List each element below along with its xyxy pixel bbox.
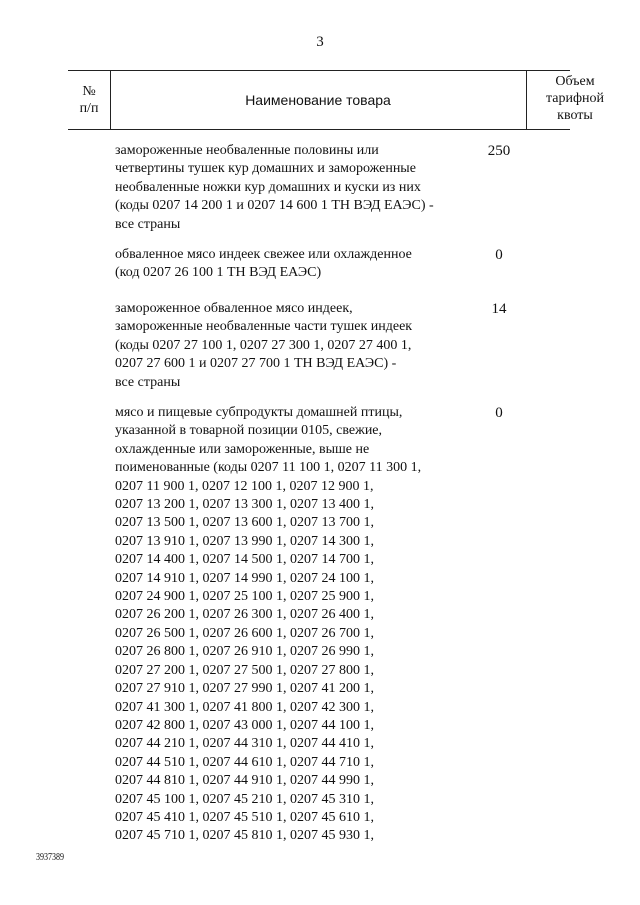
header-number-column [68, 71, 111, 129]
table-header [68, 70, 605, 130]
row-description: замороженное обваленное мясо индеек, замороженные необваленные части тушек индеек (коды 0207 27 100 1, 0207 27 300 1, 0207 27 400 1, 0207 27 600 1 и 0207 27 700 1 ТН ВЭД ЕАЭС) - все страны [115, 301, 413, 390]
row-quota-value: 250 [487, 143, 511, 159]
header-quota-line1: Объем [555, 74, 595, 89]
header-number-line1: № [82, 84, 96, 99]
row-description: замороженные необваленные половины или четвертины тушек кур домашних и замороженные необваленные ножки кур домашних и куски из них (коды 0207 14 200 1 и 0207 14 600 1 ТН ВЭД ЕАЭС) - все страны [115, 143, 434, 232]
row-description: обваленное мясо индеек свежее или охлажденное (код 0207 26 100 1 ТН ВЭД ЕАЭС) [115, 247, 412, 281]
row-quota-value: 14 [491, 301, 507, 317]
row-quota-value: 0 [495, 247, 503, 263]
header-quota-line3: квоты [557, 108, 593, 123]
header-quota-column [526, 71, 605, 129]
header-quota-label [531, 73, 619, 124]
header-name-column [110, 71, 526, 129]
row-description: мясо и пищевые субпродукты домашней птицы, указанной в товарной позиции 0105, свежие, охлажденные или замороженные, выше не поименованные (коды 0207 11 100 1, 0207 11 300 1, 0207 11 900 1, 0207 12 100 1, 0207 12 900 1, 0207 13 200 1, 0207 13 300 1, 0207 13 400 1, 0207 13 500 1, 0207 13 600 1, 0207 13 700 1, 0207 13 910 1, 0207 13 990 1, 0207 14 300 1, 0207 14 400 1, 0207 14 500 1, 0207 14 700 1, 0207 14 910 1, 0207 14 990 1, 0207 24 100 1, 0207 24 900 1, 0207 25 100 1, 0207 25 900 1, 0207 26 200 1, 0207 26 300 1, 0207 26 400 1, 0207 26 500 1, 0207 26 600 1, 0207 26 700 1, 0207 26 800 1, 0207 26 910 1, 0207 26 990 1, 0207 27 200 1, 0207 27 500 1, 0207 27 800 1, 0207 27 910 1, 0207 27 990 1, 0207 41 200 1, 0207 41 300 1, 0207 41 800 1, 0207 42 300 1, 0207 42 800 1, 0207 43 000 1, 0207 44 100 1, 0207 44 210 1, 0207 44 310 1, 0207 44 410 1, 0207 44 510 1, 0207 44 610 1, 0207 44 710 1, 0207 44 810 1, 0207 44 910 1, 0207 44 990 1, 0207 45 100 1, 0207 45 210 1, 0207 45 310 1, 0207 45 410 1, 0207 45 510 1, 0207 45 610 1, 0207 45 710 1, 0207 45 810 1, 0207 45 930 1, [115, 405, 422, 844]
header-name-label: Наименование товара [245, 92, 391, 108]
header-quota-line2: тарифной [545, 91, 605, 106]
row-quota-value: 0 [495, 405, 503, 421]
page-number: 3 [316, 34, 324, 50]
header-number-line2: п/п [79, 101, 99, 116]
document-id: 3937389 [36, 852, 64, 863]
